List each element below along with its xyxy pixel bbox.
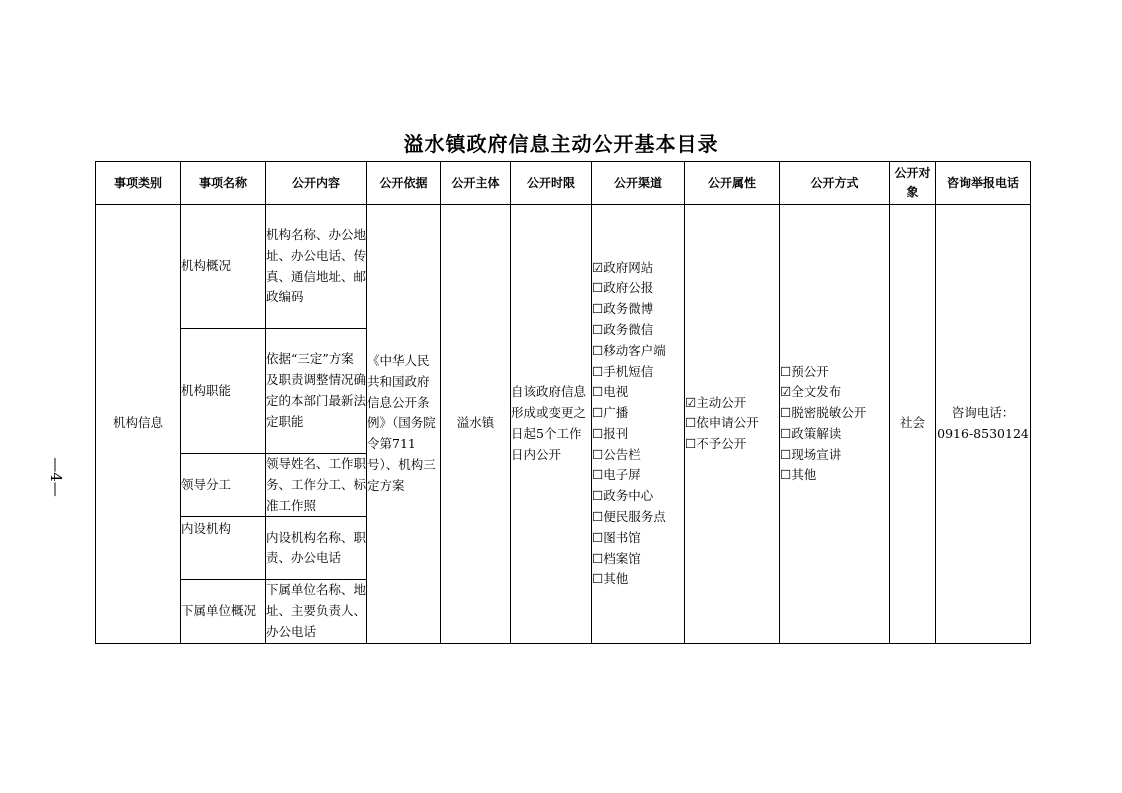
basis-cell: 《中华人民共和国政府信息公开条例》（国务院令第711号）、机构三定方案 <box>367 205 441 644</box>
header-hotline: 咨询举报电话 <box>936 162 1031 205</box>
page-title: 溢水镇政府信息主动公开基本目录 <box>403 132 719 156</box>
channel-option: ☐便民服务点 <box>592 509 666 525</box>
channel-option: ☐政务微信 <box>592 321 654 337</box>
header-subject: 公开主体 <box>441 162 511 205</box>
method-option: ☐政策解读 <box>780 425 842 441</box>
item-name-cell: 内设机构 <box>181 517 266 580</box>
header-target: 公开对象 <box>890 162 936 205</box>
attribute-list <box>685 205 780 644</box>
channel-option: ☐电子屏 <box>592 467 641 483</box>
channel-option: ☐手机短信 <box>592 363 654 379</box>
channel-option: ☐公告栏 <box>592 446 641 462</box>
channel-option: ☐移动客户端 <box>592 342 666 358</box>
header-channel: 公开渠道 <box>592 162 685 205</box>
method-option: ☐脱密脱敏公开 <box>780 405 867 421</box>
item-name-cell: 下属单位概况 <box>181 580 266 643</box>
channel-option: ☐广播 <box>592 405 629 421</box>
attribute-option: ☑主动公开 <box>685 394 747 410</box>
item-name-cell: 领导分工 <box>181 454 266 517</box>
channel-option: ☐政府公报 <box>592 280 654 296</box>
method-option: ☐预公开 <box>780 363 829 379</box>
header-time-limit: 公开时限 <box>511 162 592 205</box>
attribute-option: ☐依申请公开 <box>685 415 759 431</box>
item-content-cell: 领导姓名、工作职务、工作分工、标准工作照 <box>266 454 367 517</box>
channel-option: ☐电视 <box>592 384 629 400</box>
channel-option: ☐档案馆 <box>592 550 641 566</box>
hotline-number: 0916-8530124 <box>937 425 1029 441</box>
header-basis: 公开依据 <box>367 162 441 205</box>
channel-option: ☐其他 <box>592 571 629 587</box>
item-name-cell: 机构职能 <box>181 329 266 454</box>
method-option: ☐现场宣讲 <box>780 446 842 462</box>
header-item-name: 事项名称 <box>181 162 266 205</box>
channel-option: ☐政务中心 <box>592 488 654 504</box>
channel-option: ☐政务微博 <box>592 301 654 317</box>
page-number: —4— <box>46 457 65 497</box>
table-row <box>96 205 1031 329</box>
attribute-option: ☐不予公开 <box>685 436 747 452</box>
channel-option: ☑政府网站 <box>592 259 654 275</box>
hotline-cell <box>936 205 1031 644</box>
channel-option: ☐图书馆 <box>592 529 641 545</box>
item-name-cell: 机构概况 <box>181 205 266 329</box>
item-content-cell: 内设机构名称、职责、办公电话 <box>266 517 367 580</box>
item-content-cell: 下属单位名称、地址、主要负责人、办公电话 <box>266 580 367 643</box>
hotline-label: 咨询电话： <box>951 405 1015 421</box>
header-content: 公开内容 <box>266 162 367 205</box>
category-cell: 机构信息 <box>96 205 181 644</box>
method-option: ☐其他 <box>780 467 817 483</box>
table-header-row <box>96 162 1031 205</box>
method-option: ☑全文发布 <box>780 384 842 400</box>
catalog-table <box>95 161 1031 644</box>
subject-cell: 溢水镇 <box>441 205 511 644</box>
time-limit-cell: 自该政府信息形成或变更之日起5个工作日内公开 <box>511 205 592 644</box>
header-method: 公开方式 <box>780 162 890 205</box>
item-content-cell: 依据“三定”方案及职责调整情况确定的本部门最新法定职能 <box>266 329 367 454</box>
channel-option: ☐报刊 <box>592 425 629 441</box>
method-list <box>780 205 890 644</box>
item-content-cell: 机构名称、办公地址、办公电话、传真、通信地址、邮政编码 <box>266 205 367 329</box>
header-category: 事项类别 <box>96 162 181 205</box>
header-attribute: 公开属性 <box>685 162 780 205</box>
channel-list <box>592 205 685 644</box>
target-cell: 社会 <box>890 205 936 644</box>
